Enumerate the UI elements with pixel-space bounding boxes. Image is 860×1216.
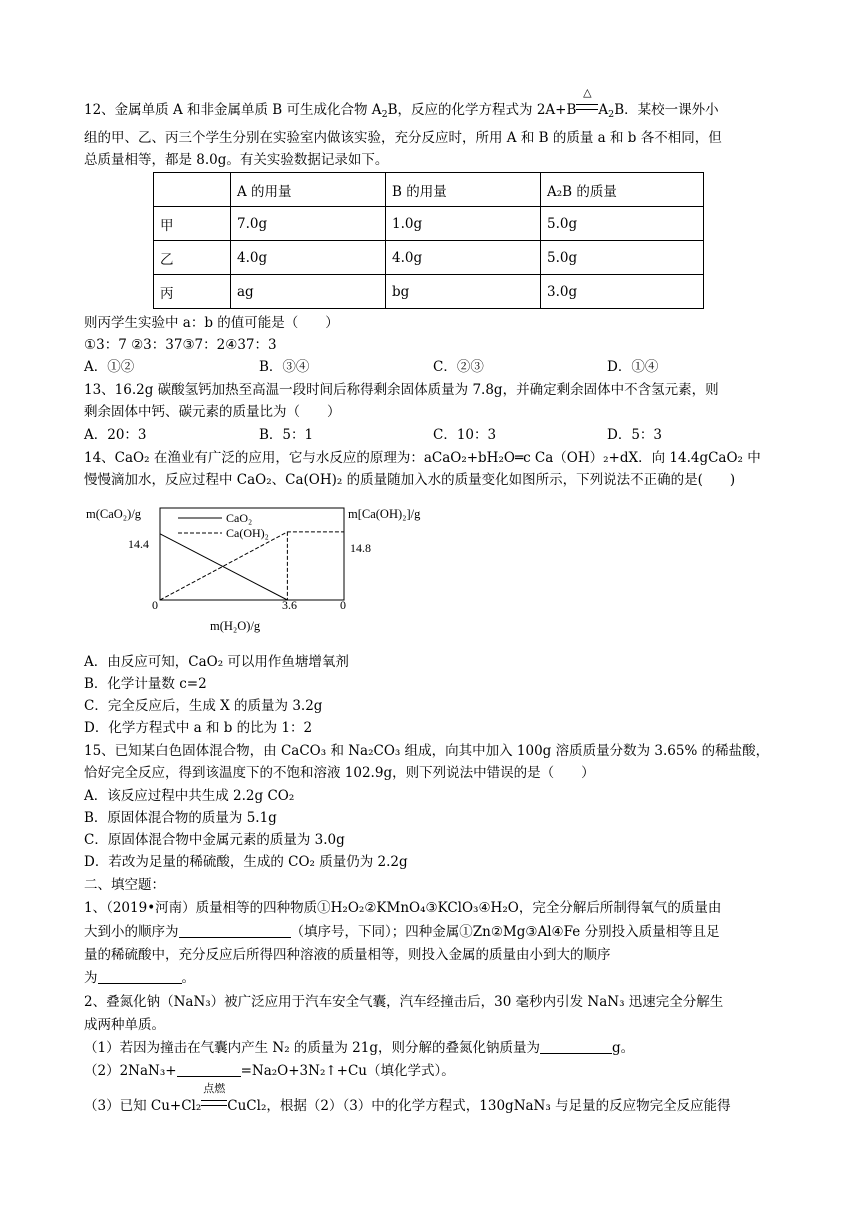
- q13-line1: 13、16.2g 碳酸氢钙加热至高温一段时间后称得剩余固体质量为 7.8g，并确定剩余固体中不含氢元素，则: [84, 382, 719, 398]
- q13-option-d: D．5：3: [607, 427, 663, 443]
- table-cell: 丙: [154, 275, 231, 309]
- table-cell: A 的用量: [231, 173, 386, 207]
- q14-line2: 慢慢滴加水，反应过程中 CaO₂、Ca(OH)₂ 的质量随加入水的质量变化如图所示，下列说法不正确的是( ): [84, 472, 736, 488]
- f1-line4: 为 。: [84, 970, 195, 986]
- table-cell: 3.0g: [541, 275, 704, 309]
- q15-option-c: C．原固体混合物中金属元素的质量为 3.0g: [84, 832, 345, 848]
- table-cell: 乙: [154, 241, 231, 275]
- q12-option-c: C．②③: [433, 359, 484, 375]
- q12-option-d: D．①④: [607, 359, 659, 375]
- table-cell: 4.0g: [386, 241, 541, 275]
- table-cell: 5.0g: [541, 241, 704, 275]
- table-header-row: [154, 173, 704, 207]
- table-row: [154, 275, 704, 309]
- f2-part3: （3）已知 Cu+Cl₂ 点燃 CuCl₂，根据（2）（3）中的化学方程式，130gNaN₃ 与足量的反应物完全反应能得: [84, 1082, 731, 1114]
- q14-option-b: B．化学计量数 c=2: [84, 676, 207, 692]
- y-left-axis-label: m(CaO₂)/g: [86, 507, 142, 521]
- table-cell: 4.0g: [231, 241, 386, 275]
- answer-blank[interactable]: [98, 969, 182, 984]
- table-cell: bg: [386, 275, 541, 309]
- answer-blank[interactable]: [177, 1062, 241, 1077]
- table-cell: 7.0g: [231, 207, 386, 241]
- q15-option-b: B．原固体混合物的质量为 5.1g: [84, 810, 277, 826]
- f1-line1: 1、（2019•河南）质量相等的四种物质①H₂O₂②KMnO₄③KClO₃④H₂O，完全分解后所制得氧气的质量由: [84, 900, 722, 916]
- f2-line2: 成两种单质。: [84, 1017, 165, 1033]
- q13-option-c: C．10：3: [433, 427, 497, 443]
- f2-part2: （2）2NaN₃+ =Na₂O+3N₂↑+Cu（填化学式）。: [84, 1063, 455, 1079]
- f2-part1: （1）若因为撞击在气囊内产生 N₂ 的质量为 21g，则分解的叠氮化钠质量为 g。: [84, 1040, 635, 1056]
- zero-right-label: 0: [340, 598, 346, 612]
- y-right-axis-label: m[Ca(OH)₂]/g: [348, 507, 421, 521]
- q12-line2: 组的甲、乙、丙三个学生分别在实验室内做该实验，充分反应时，所用 A 和 B 的质量 a 和 b 各不相同，但: [84, 130, 722, 146]
- q15-line2: 恰好完全反应，得到该温度下的不饱和溶液 102.9g，则下列说法中错误的是（ ）: [84, 765, 595, 781]
- table-cell: 甲: [154, 207, 231, 241]
- q12-choices: ①3：7 ②3：37③7：2④37：3: [84, 337, 277, 353]
- q12-question: 则丙学生实验中 a：b 的值可能是（ ）: [84, 315, 339, 331]
- q14-chart: [84, 500, 464, 640]
- section-heading: 二、填空题：: [84, 877, 165, 893]
- q12-line3: 总质量相等，都是 8.0g。有关实验数据记录如下。: [84, 152, 389, 168]
- q14-option-d: D．化学方程式中 a 和 b 的比为 1：2: [84, 720, 313, 736]
- heat-condition: △: [576, 100, 598, 120]
- table-cell: 5.0g: [541, 207, 704, 241]
- f1-line3: 量的稀硫酸中，充分反应后所得四种溶液的质量相等，则投入金属的质量由小到大的顺序: [84, 947, 611, 963]
- q15-line1: 15、已知某白色固体混合物，由 CaCO₃ 和 Na₂CO₃ 组成，向其中加入 100g 溶质质量分数为 3.65% 的稀盐酸，: [84, 743, 770, 759]
- table-row: [154, 241, 704, 275]
- q12-option-a: A．①②: [84, 359, 135, 375]
- q13-line2: 剩余固体中钙、碳元素的质量比为（ ）: [84, 404, 341, 420]
- q13-option-a: A．20：3: [84, 427, 147, 443]
- q13-option-b: B．5：1: [259, 427, 314, 443]
- legend-label-caoh2: Ca(OH)₂: [226, 526, 269, 540]
- table-cell: 1.0g: [386, 207, 541, 241]
- x-axis-label: m(H₂O)/g: [210, 619, 261, 633]
- q14-option-c: C．完全反应后，生成 X 的质量为 3.2g: [84, 698, 323, 714]
- zero-left-label: 0: [152, 598, 158, 612]
- q15-option-a: A．该反应过程中共生成 2.2g CO₂: [84, 788, 295, 804]
- answer-blank[interactable]: [179, 923, 291, 938]
- table-cell: B 的用量: [386, 173, 541, 207]
- left-tick-label: 14.4: [128, 537, 149, 551]
- q15-option-d: D．若改为足量的稀硫酸，生成的 CO₂ 质量仍为 2.2g: [84, 854, 408, 870]
- f1-line2: 大到小的顺序为 （填序号，下同）；四种金属①Zn②Mg③Al④Fe 分别投入质量相等且足: [84, 924, 720, 940]
- legend-label-cao2: CaO₂: [226, 511, 253, 525]
- table-cell: ag: [231, 275, 386, 309]
- ignition-condition: 点燃: [201, 1096, 227, 1116]
- q12-option-b: B．③④: [259, 359, 310, 375]
- q12-data-table: [153, 172, 704, 309]
- q14-line1: 14、CaO₂ 在渔业有广泛的应用，它与水反应的原理为：aCaO₂+bH₂O═c Ca（OH）₂+dX．向 14.4gCaO₂ 中: [84, 450, 761, 466]
- right-tick-label: 14.8: [350, 541, 371, 555]
- table-cell: [154, 173, 231, 207]
- table-row: [154, 207, 704, 241]
- series-line-caoh2: [160, 532, 344, 600]
- q14-option-a: A．由反应可知，CaO₂ 可以用作鱼塘增氧剂: [84, 654, 349, 670]
- answer-blank[interactable]: [540, 1039, 612, 1054]
- table-cell: A₂B 的质量: [541, 173, 704, 207]
- q12-line1: 12、金属单质 A 和非金属单质 B 可生成化合物 $A_2B$，反应的化学方程式为 2A+B △ $A_2B$．某校一课外小: [84, 86, 719, 120]
- f2-line1: 2、叠氮化钠（NaN₃）被广泛应用于汽车安全气囊，汽车经撞击后，30 毫秒内引发 NaN₃ 迅速完全分解生: [84, 994, 724, 1010]
- x-tick-label: 3.6: [282, 598, 297, 612]
